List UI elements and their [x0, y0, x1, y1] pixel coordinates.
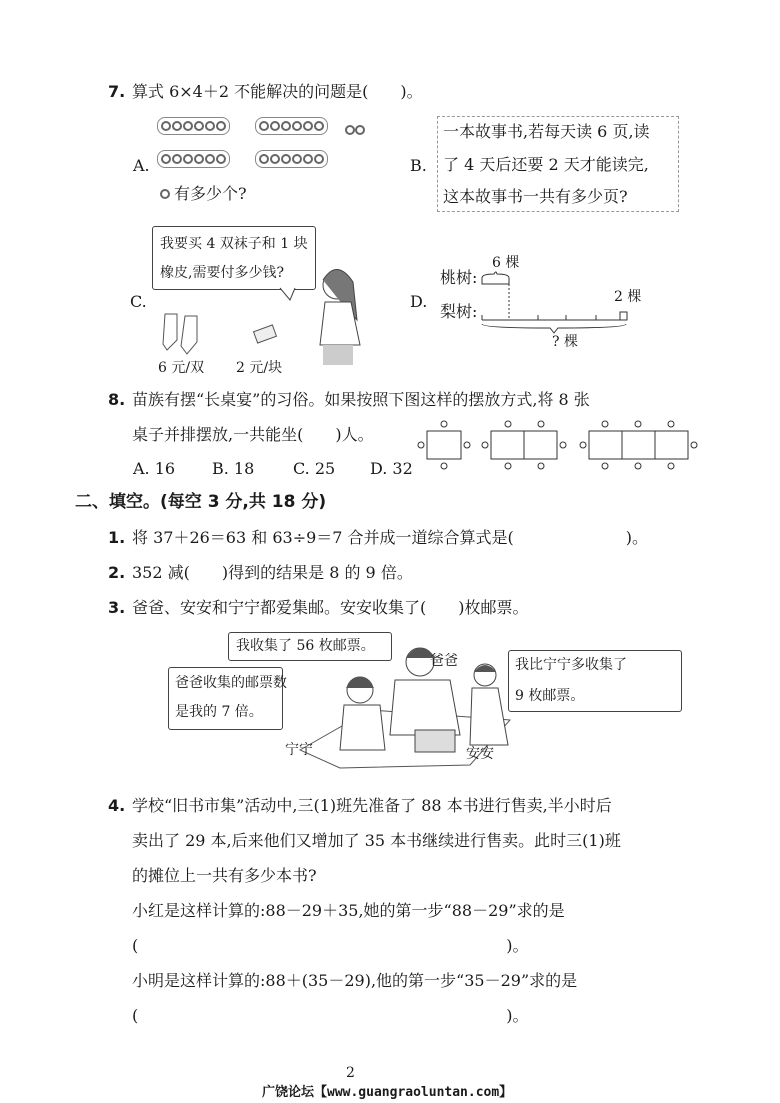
peach-tree-label: 桃树: [440, 268, 478, 287]
s2-q4-line: 学校“旧书市集”活动中,三(1)班先准备了 88 本书进行售卖,半小时后 [132, 796, 612, 815]
q7-option-d-label: D. [410, 292, 428, 311]
section-2-title: 二、填空。(每空 3 分,共 18 分) [75, 492, 327, 512]
q7-stem: 算式 6×4＋2 不能解决的问题是( )。 [132, 82, 423, 101]
two-trees-label: 2 棵 [614, 289, 642, 305]
q8-option-c[interactable]: C. 25 [293, 459, 336, 478]
q8-number: 8. [108, 390, 126, 409]
girl-socks-eraser-illustration [155, 240, 385, 370]
q8-option-b[interactable]: B. 18 [212, 459, 255, 478]
q7-c-bubble-line: 我要买 4 双袜子和 1 块 [160, 236, 308, 252]
circle-icon [160, 189, 170, 199]
q8-line2: 桌子并排摆放,一共能坐( )人。 [132, 425, 374, 444]
anan-label: 安安 [466, 746, 494, 762]
q7-b-line: 一本故事书,若每天读 6 页,读 [443, 122, 650, 141]
q7-b-line: 了 4 天后还要 2 天才能读完, [443, 155, 649, 174]
q8-option-a[interactable]: A. 16 [133, 459, 176, 478]
q7-option-b-label: B. [410, 156, 427, 175]
pear-tree-label: 梨树: [440, 302, 478, 321]
s2-q1-number: 1. [108, 528, 126, 547]
s2-q3-number: 3. [108, 598, 126, 617]
eraser-price: 2 元/块 [236, 360, 283, 376]
ningning-label: 宁宁 [285, 742, 313, 758]
tables-arrangement-diagram [415, 420, 710, 470]
s2-q4-answer-blank[interactable]: ( )。 [132, 936, 529, 955]
s2-q2-text: 352 减( )得到的结果是 8 的 9 倍。 [132, 563, 413, 582]
q7-number: 7. [108, 82, 126, 101]
s2-q2-number: 2. [108, 563, 126, 582]
ningning-speech-text: 是我的 7 倍。 [175, 704, 263, 720]
s2-q1-text: 将 37＋26＝63 和 63÷9＝7 合并成一道综合算式是( )。 [132, 528, 649, 547]
anan-speech-text: 9 枚邮票。 [515, 688, 585, 704]
q8-line1: 苗族有摆“长桌宴”的习俗。如果按照下图这样的摆放方式,将 8 张 [132, 390, 590, 409]
anan-speech-text: 我比宁宁多收集了 [515, 657, 627, 673]
q7-option-a-question: 有多少个? [174, 184, 247, 203]
s2-q4-number: 4. [108, 796, 126, 815]
dad-label: 爸爸 [430, 653, 458, 669]
total-trees-label: ? 棵 [552, 334, 578, 350]
s2-q3-text: 爸爸、安安和宁宁都爱集邮。安安收集了( )枚邮票。 [132, 598, 529, 617]
s2-q4-line: 小红是这样计算的:88－29＋35,她的第一步“88－29”求的是 [132, 901, 565, 920]
s2-q4-line: 卖出了 29 本,后来他们又增加了 35 本书继续进行售卖。此时三(1)班 [132, 831, 621, 850]
q7-b-line: 这本故事书一共有多少页? [443, 187, 628, 206]
q7-option-c-label: C. [130, 292, 147, 311]
s2-q4-answer-blank[interactable]: ( )。 [132, 1006, 529, 1025]
q8-option-d[interactable]: D. 32 [370, 459, 413, 478]
q7-option-a-label: A. [133, 156, 150, 175]
six-trees-label: 6 棵 [492, 255, 520, 271]
page-number: 2 [346, 1065, 355, 1081]
q7-c-bubble-line: 橡皮,需要付多少钱? [160, 265, 284, 281]
ningning-speech-text: 爸爸收集的邮票数 [175, 675, 287, 691]
s2-q4-line: 小明是这样计算的:88＋(35－29),他的第一步“35－29”求的是 [132, 971, 578, 990]
socks-price: 6 元/双 [158, 360, 205, 376]
s2-q4-line: 的摊位上一共有多少本书? [132, 866, 317, 885]
dad-speech-text: 我收集了 56 枚邮票。 [236, 638, 375, 654]
footer-watermark: 广饶论坛【www.guangraoluntan.com】 [262, 1085, 513, 1100]
line-segment-diagram [480, 270, 640, 335]
